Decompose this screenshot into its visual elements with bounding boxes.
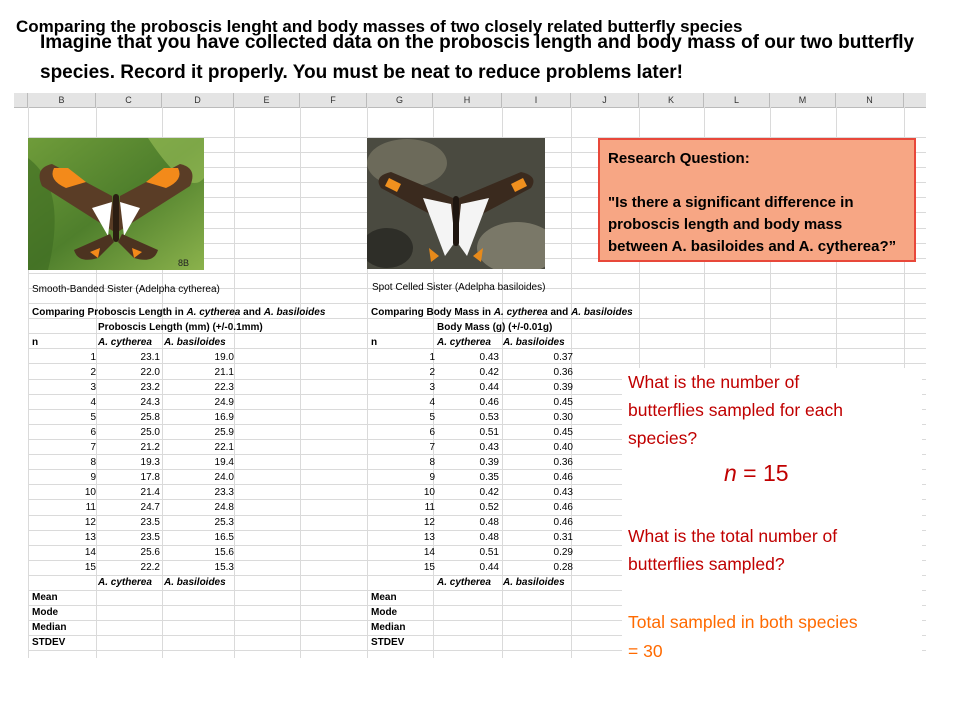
row-number-cell[interactable]: 13 — [423, 532, 435, 543]
row-number-cell[interactable]: 13 — [84, 532, 96, 543]
basiloides-value-cell[interactable]: 16.9 — [214, 412, 234, 423]
stat-row — [30, 605, 360, 620]
stat-row — [30, 620, 360, 635]
column-header-h[interactable]: H — [433, 93, 502, 107]
cytherea-value-cell[interactable]: 0.46 — [479, 397, 499, 408]
row-number-cell[interactable]: 14 — [84, 547, 96, 558]
species-header-cytherea: A. cytherea — [437, 337, 491, 348]
cytherea-value-cell[interactable]: 25.0 — [140, 427, 160, 438]
cytherea-value-cell[interactable]: 0.48 — [479, 517, 499, 528]
research-question-box — [598, 138, 916, 262]
basiloides-value-cell[interactable]: 0.30 — [553, 412, 573, 423]
photo-tag: 8B — [178, 258, 190, 268]
row-number-cell[interactable]: 9 — [90, 472, 96, 483]
cytherea-value-cell[interactable]: 21.4 — [140, 487, 160, 498]
stat-row — [30, 590, 360, 605]
caption-spot-celled-sister: Spot Celled Sister (Adelpha basiloides) — [372, 282, 546, 293]
row-number-cell[interactable]: 14 — [423, 547, 435, 558]
row-number-cell[interactable]: 9 — [429, 472, 435, 483]
sheet-title: Comparing the proboscis lenght and body masses of two closely related butterfly species — [16, 17, 743, 36]
row-number-cell[interactable]: 10 — [423, 487, 435, 498]
cytherea-value-cell[interactable]: 0.39 — [479, 457, 499, 468]
cytherea-value-cell[interactable]: 25.8 — [140, 412, 160, 423]
stat-label: Median — [371, 622, 406, 633]
basiloides-value-cell[interactable]: 0.46 — [553, 472, 573, 483]
basiloides-value-cell[interactable]: 0.28 — [553, 562, 573, 573]
row-number-cell[interactable]: 5 — [429, 412, 435, 423]
table-row — [30, 500, 360, 515]
basiloides-value-cell[interactable]: 15.3 — [214, 562, 234, 573]
column-header-corner — [14, 93, 28, 107]
column-header-l[interactable]: L — [704, 93, 770, 107]
cytherea-value-cell[interactable]: 17.8 — [140, 472, 160, 483]
stat-label: Mean — [371, 592, 397, 603]
basiloides-value-cell[interactable]: 0.46 — [553, 502, 573, 513]
stat-row — [30, 635, 360, 650]
species-header-cytherea: A. cytherea — [98, 337, 152, 348]
table-row — [30, 545, 360, 560]
cytherea-value-cell[interactable]: 21.2 — [140, 442, 160, 453]
stat-label: Mode — [371, 607, 398, 618]
photo-smooth-banded-sister — [28, 138, 204, 270]
intro-text: Imagine that you have collected data on the proboscis length and body mass of our two butterfly species. Record it properly. You must be neat to reduce problems later! — [40, 32, 915, 83]
species-footer-cytherea: A. cytherea — [437, 577, 491, 588]
answer-value: = 15 — [736, 460, 789, 486]
stat-label: STDEV — [371, 637, 405, 648]
basiloides-value-cell[interactable]: 0.40 — [553, 442, 573, 453]
column-header-n[interactable]: N — [836, 93, 904, 107]
row-number-cell[interactable]: 6 — [429, 427, 435, 438]
column-header-c[interactable]: C — [96, 93, 162, 107]
row-number-cell[interactable]: 2 — [90, 367, 96, 378]
cytherea-value-cell[interactable]: 23.1 — [140, 352, 160, 363]
grid-row-line — [28, 273, 926, 274]
row-number-cell[interactable]: 2 — [429, 367, 435, 378]
column-header-i[interactable]: I — [502, 93, 571, 107]
basiloides-value-cell[interactable]: 16.5 — [214, 532, 234, 543]
cytherea-value-cell[interactable]: 0.44 — [479, 382, 499, 393]
stat-label: Mean — [32, 592, 58, 603]
cytherea-value-cell[interactable]: 23.5 — [140, 532, 160, 543]
cytherea-value-cell[interactable]: 0.52 — [479, 502, 499, 513]
cytherea-value-cell[interactable]: 0.53 — [479, 412, 499, 423]
species-footer-cytherea: A. cytherea — [98, 577, 152, 588]
basiloides-value-cell[interactable]: 24.8 — [214, 502, 234, 513]
row-number-cell[interactable]: 12 — [84, 517, 96, 528]
basiloides-value-cell[interactable]: 25.9 — [214, 427, 234, 438]
row-number-cell[interactable]: 12 — [423, 517, 435, 528]
cytherea-value-cell[interactable]: 0.44 — [479, 562, 499, 573]
column-header-e[interactable]: E — [234, 93, 300, 107]
table-row — [30, 560, 360, 575]
cytherea-value-cell[interactable]: 0.43 — [479, 352, 499, 363]
table-title: Comparing Body Mass in A. cytherea and A. basiloides — [371, 307, 633, 318]
table-row — [30, 380, 360, 395]
cytherea-value-cell[interactable]: 22.0 — [140, 367, 160, 378]
basiloides-value-cell[interactable]: 0.45 — [553, 397, 573, 408]
question-total-sampled: What is the total number of butterflies sampled? — [628, 526, 838, 574]
row-number-cell[interactable]: 3 — [90, 382, 96, 393]
table-row — [30, 350, 360, 365]
cytherea-value-cell[interactable]: 0.42 — [479, 487, 499, 498]
table-row — [30, 530, 360, 545]
basiloides-value-cell[interactable]: 22.1 — [214, 442, 234, 453]
proboscis-length-table — [30, 305, 360, 650]
column-header-m[interactable]: M — [770, 93, 836, 107]
cytherea-value-cell[interactable]: 24.7 — [140, 502, 160, 513]
grid-row-line — [28, 303, 926, 304]
unit-label: Proboscis Length (mm) (+/-0.1mm) — [98, 322, 263, 333]
cytherea-value-cell[interactable]: 24.3 — [140, 397, 160, 408]
basiloides-value-cell[interactable]: 0.43 — [553, 487, 573, 498]
row-number-cell[interactable]: 1 — [429, 352, 435, 363]
research-question-text: "Is there a significant difference in proboscis length and body mass between A. basiloides and A. cytherea?” — [608, 194, 897, 255]
row-number-cell[interactable]: 15 — [84, 562, 96, 573]
column-header-bar — [14, 93, 926, 108]
basiloides-value-cell[interactable]: 0.36 — [553, 457, 573, 468]
photo-spot-celled-sister — [367, 138, 545, 269]
cytherea-value-cell[interactable]: 0.42 — [479, 367, 499, 378]
cytherea-value-cell[interactable]: 23.5 — [140, 517, 160, 528]
column-header-b[interactable]: B — [28, 93, 96, 107]
column-header-f[interactable]: F — [300, 93, 367, 107]
table-row — [30, 455, 360, 470]
cytherea-value-cell[interactable]: 0.51 — [479, 547, 499, 558]
table-row — [30, 410, 360, 425]
table-row — [369, 350, 699, 365]
answer-sample-size — [724, 460, 789, 487]
cytherea-value-cell[interactable]: 19.3 — [140, 457, 160, 468]
stat-label: Median — [32, 622, 67, 633]
basiloides-value-cell[interactable]: 0.31 — [553, 532, 573, 543]
question-sample-size: What is the number of butterflies sampled for each species? — [628, 372, 843, 448]
basiloides-value-cell[interactable]: 0.39 — [553, 382, 573, 393]
caption-smooth-banded-sister: Smooth-Banded Sister (Adelpha cytherea) — [32, 284, 220, 295]
species-footer-basiloides: A. basiloides — [164, 577, 226, 588]
research-question-heading: Research Question: — [608, 150, 750, 167]
table-row — [30, 515, 360, 530]
basiloides-value-cell[interactable]: 25.3 — [214, 517, 234, 528]
basiloides-value-cell[interactable]: 22.3 — [214, 382, 234, 393]
cytherea-value-cell[interactable]: 23.2 — [140, 382, 160, 393]
row-number-cell[interactable]: 11 — [85, 502, 96, 513]
cytherea-value-cell[interactable]: 25.6 — [140, 547, 160, 558]
basiloides-value-cell[interactable]: 0.29 — [553, 547, 573, 558]
basiloides-value-cell[interactable]: 23.3 — [214, 487, 234, 498]
row-number-cell[interactable]: 1 — [90, 352, 96, 363]
row-number-cell[interactable]: 7 — [90, 442, 96, 453]
table-row — [30, 470, 360, 485]
table-row — [30, 395, 360, 410]
table-title: Comparing Proboscis Length in A. cytherea and A. basiloides — [32, 307, 326, 318]
basiloides-value-cell[interactable]: 15.6 — [214, 547, 234, 558]
basiloides-value-cell[interactable]: 21.1 — [214, 367, 234, 378]
n-header: n — [32, 337, 39, 348]
basiloides-value-cell[interactable]: 0.36 — [553, 367, 573, 378]
row-number-cell[interactable]: 8 — [90, 457, 96, 468]
basiloides-value-cell[interactable]: 24.0 — [214, 472, 234, 483]
row-number-cell[interactable]: 5 — [90, 412, 96, 423]
species-footer-basiloides: A. basiloides — [503, 577, 565, 588]
column-header-k[interactable]: K — [639, 93, 704, 107]
cytherea-value-cell[interactable]: 22.2 — [140, 562, 160, 573]
row-number-cell[interactable]: 4 — [90, 397, 96, 408]
row-number-cell[interactable]: 7 — [429, 442, 435, 453]
basiloides-value-cell[interactable]: 24.9 — [214, 397, 234, 408]
basiloides-value-cell[interactable]: 0.46 — [553, 517, 573, 528]
table-row — [30, 485, 360, 500]
stat-label: STDEV — [32, 637, 66, 648]
row-number-cell[interactable]: 3 — [429, 382, 435, 393]
species-header-basiloides: A. basiloides — [164, 337, 226, 348]
row-number-cell[interactable]: 6 — [90, 427, 96, 438]
row-number-cell[interactable]: 15 — [423, 562, 435, 573]
basiloides-value-cell[interactable]: 0.37 — [553, 352, 573, 363]
row-number-cell[interactable]: 8 — [429, 457, 435, 468]
answer-variable: n — [724, 460, 737, 486]
stat-label: Mode — [32, 607, 59, 618]
cytherea-value-cell[interactable]: 0.51 — [479, 427, 499, 438]
row-number-cell[interactable]: 11 — [424, 502, 435, 513]
answer-total-sampled: Total sampled in both species = 30 — [628, 612, 858, 661]
row-number-cell[interactable]: 10 — [84, 487, 96, 498]
cytherea-value-cell[interactable]: 0.48 — [479, 532, 499, 543]
column-header-g[interactable]: G — [367, 93, 433, 107]
cytherea-value-cell[interactable]: 0.35 — [479, 472, 499, 483]
cytherea-value-cell[interactable]: 0.43 — [479, 442, 499, 453]
table-row — [30, 365, 360, 380]
basiloides-value-cell[interactable]: 0.45 — [553, 427, 573, 438]
basiloides-value-cell[interactable]: 19.0 — [214, 352, 234, 363]
basiloides-value-cell[interactable]: 19.4 — [214, 457, 234, 468]
column-header-j[interactable]: J — [571, 93, 639, 107]
n-header: n — [371, 337, 378, 348]
unit-label: Body Mass (g) (+/-0.01g) — [437, 322, 553, 333]
table-row — [30, 440, 360, 455]
table-row — [30, 425, 360, 440]
column-header-d[interactable]: D — [162, 93, 234, 107]
species-header-basiloides: A. basiloides — [503, 337, 565, 348]
row-number-cell[interactable]: 4 — [429, 397, 435, 408]
